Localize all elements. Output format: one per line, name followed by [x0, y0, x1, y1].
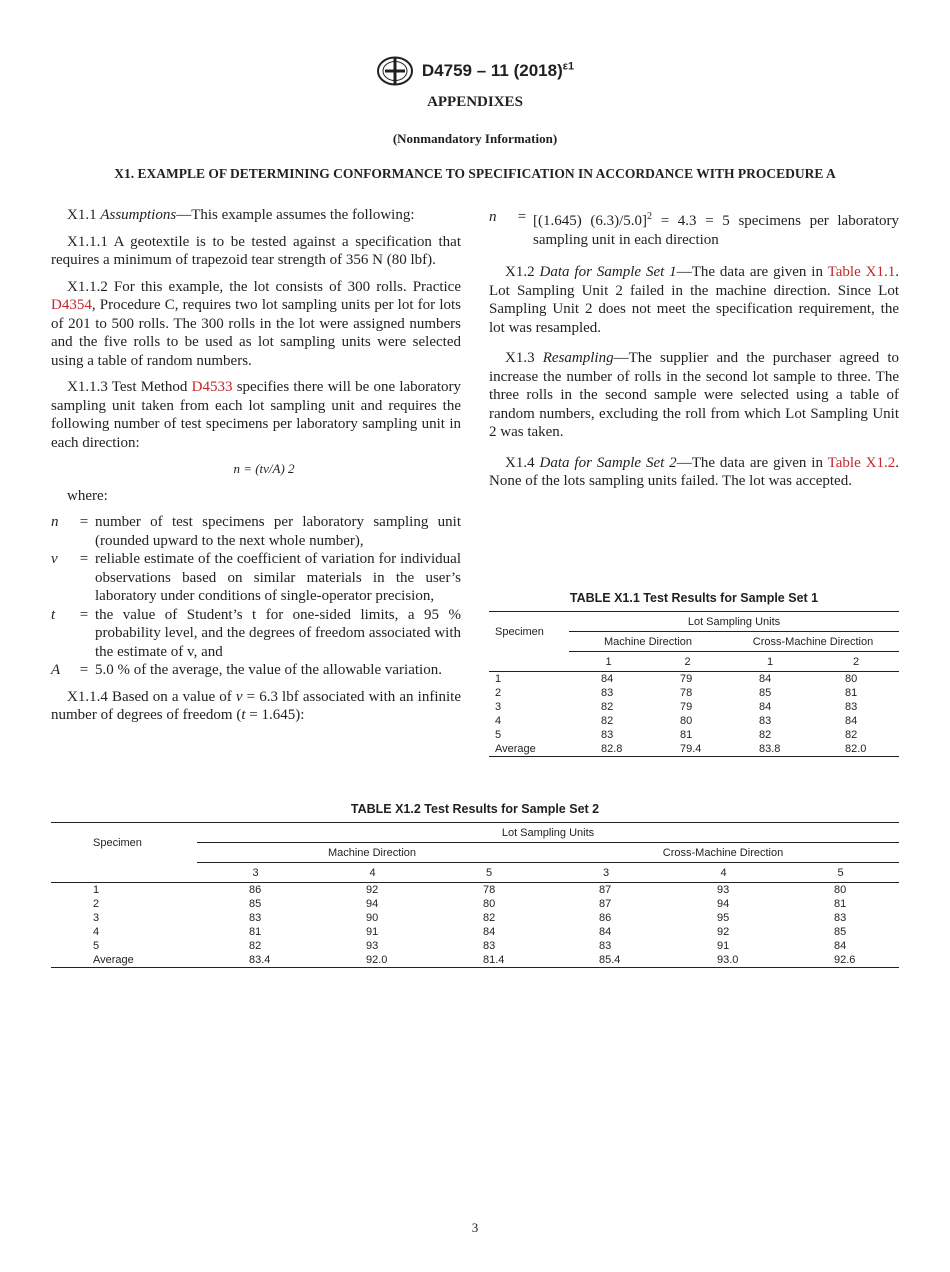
- definition-text: the value of Student’s t for one-sided limits, a 95 % probability level, and the degrees of freedom associated with the estimate of v, and: [95, 606, 461, 660]
- table-cell: 94: [366, 898, 379, 910]
- row-label: 1: [93, 884, 100, 896]
- standard-designation: D4759 – 11 $(2018)^{\varepsilon 1}$: [421, 60, 575, 81]
- x1-heading: X1. EXAMPLE OF DETERMINING CONFORMANCE TO SPECIFICATION IN ACCORDANCE WITH PROCEDURE A: [114, 166, 836, 181]
- table-cell: 83: [845, 701, 858, 713]
- table2-unit-header: 3: [197, 863, 314, 883]
- table-cell: 83: [601, 687, 614, 699]
- table-row: [51, 953, 899, 968]
- para-x1-3: X1.3 Resampling—The supplier and the purchaser agreed to increase the number of rolls in the second lot sample to three. The three rolls in the second sample were selected using a table of random numbers, excluding the roll from which Lot Sampling Unit 2 was taken.: [489, 350, 900, 440]
- where-label: where:: [67, 487, 108, 504]
- table1-specimen-header: Specimen: [495, 625, 544, 638]
- table1-cross-machine-direction-header: Cross-Machine Direction: [727, 632, 899, 652]
- table-cell: 83.4: [249, 954, 271, 966]
- definition-equals: =: [79, 606, 89, 623]
- table-cell: 84: [599, 926, 612, 938]
- table-cell: 78: [483, 884, 496, 896]
- table-cell: 92.0: [366, 954, 388, 966]
- table-cell: 83: [249, 912, 262, 924]
- table-cell: 81: [680, 729, 693, 741]
- table2-unit-header: 5: [782, 863, 899, 883]
- table-cell: 82.0: [845, 743, 867, 755]
- row-label: 3: [495, 701, 502, 713]
- equation-n: n = (tv/A) 2: [233, 461, 295, 476]
- definition-symbol: t: [51, 606, 56, 623]
- definition-equals: =: [79, 514, 89, 530]
- link-d4354[interactable]: D4354: [51, 297, 92, 313]
- table-cell: 80: [834, 884, 847, 896]
- table2-cross-machine-direction-header: Cross-Machine Direction: [547, 843, 899, 863]
- nonmandatory-label: (Nonmandatory Information): [392, 131, 558, 146]
- link-table-x1-1[interactable]: Table X1.1: [827, 264, 896, 280]
- row-label: Average: [93, 954, 134, 966]
- table-cell: 82.8: [601, 743, 623, 755]
- table-cell: 81: [845, 687, 858, 699]
- table-cell: 84: [601, 673, 614, 685]
- definition-list: [51, 513, 461, 680]
- table-cell: 79.4: [680, 743, 702, 755]
- table-cell: 85.4: [599, 954, 621, 966]
- table-x1-2-title: TABLE X1.2 Test Results for Sample Set 2: [350, 802, 600, 816]
- table-row: [489, 714, 899, 728]
- table-cell: 83.8: [759, 743, 781, 755]
- para-x1-1-4: X1.1.4 Based on a value of v = 6.3 lbf associated with an infinite number of degrees of freedom (t = 1.645):: [51, 688, 461, 723]
- table-cell: 83: [601, 729, 614, 741]
- table-cell: 82: [249, 940, 262, 952]
- table-cell: 87: [599, 898, 612, 910]
- table-row: [51, 925, 899, 939]
- table-cell: 80: [845, 673, 858, 685]
- definition-item: [51, 550, 461, 606]
- table2-specimen-header: Specimen: [93, 836, 142, 849]
- table2-body: [51, 883, 899, 968]
- table-cell: 82: [845, 729, 858, 741]
- table-cell: 93: [717, 884, 730, 896]
- table-cell: 83: [759, 715, 772, 727]
- definition-text: reliable estimate of the coefficient of variation for individual observations based on similar materials in the user’s laboratory under conditions of single-operator precision,: [95, 551, 461, 604]
- row-label: 2: [93, 898, 100, 910]
- table-cell: 79: [680, 673, 693, 685]
- table-cell: 84: [759, 673, 772, 685]
- row-label: 4: [93, 926, 100, 938]
- table2-unit-header: 5: [431, 863, 547, 883]
- table-cell: 95: [717, 912, 730, 924]
- table2-machine-direction-header: Machine Direction: [197, 843, 547, 863]
- table-cell: 92: [717, 926, 730, 938]
- table-cell: 91: [366, 926, 379, 938]
- table-cell: 78: [680, 687, 693, 699]
- table-cell: 81: [834, 898, 847, 910]
- n-calculation: n = [(1.645) (6.3)/5.0]$^2$ = 4.3 = 5 specimens per laboratory sampling unit in each direction: [489, 209, 900, 248]
- table-cell: 94: [717, 898, 730, 910]
- table-x1-1: [489, 611, 899, 757]
- table-row: [51, 897, 899, 911]
- table-cell: 87: [599, 884, 612, 896]
- table-x1-1-title: TABLE X1.1 Test Results for Sample Set 1: [569, 591, 819, 605]
- table1-unit-header: 1: [727, 652, 813, 672]
- designation-superscript: ε1: [562, 60, 575, 73]
- table-row: [489, 686, 899, 700]
- page-header: [0, 56, 950, 86]
- row-label: 1: [495, 673, 502, 685]
- page-number: 3: [471, 1220, 479, 1235]
- para-x1-1: X1.1 Assumptions—This example assumes the following:: [67, 207, 415, 223]
- table-cell: 82: [483, 912, 496, 924]
- right-column: [489, 208, 899, 499]
- appendixes-title: APPENDIXES: [427, 94, 523, 110]
- definition-text: 5.0 % of the average, the value of the allowable variation.: [95, 662, 442, 678]
- table1-unit-header: 1: [569, 652, 648, 672]
- table-cell: 81.4: [483, 954, 505, 966]
- table2-unit-header: 4: [665, 863, 782, 883]
- table-cell: 82: [601, 701, 614, 713]
- table-cell: 93.0: [717, 954, 739, 966]
- table-cell: 92: [366, 884, 379, 896]
- table1-unit-header: 2: [648, 652, 727, 672]
- para-x1-1-1: X1.1.1 A geotextile is to be tested against a specification that requires a minimum of trapezoid tear strength of 356 N (80 lbf).: [51, 233, 461, 268]
- definition-item: [51, 513, 461, 550]
- definition-symbol: n: [51, 514, 59, 530]
- table2-unit-header: 4: [314, 863, 431, 883]
- para-x1-2: X1.2 Data for Sample Set 1—The data are given in Table X1.1. Lot Sampling Unit 2 failed in the machine direction. Since Lot Sampling Unit 2 does not meet the specification requirement, the lot was resampled.: [489, 264, 899, 336]
- para-x1-4: X1.4 Data for Sample Set 2—The data are given in Table X1.2. None of the lots sampling units failed. The lot was accepted.: [489, 454, 899, 489]
- row-label: 5: [93, 940, 100, 952]
- table-cell: 84: [759, 701, 772, 713]
- row-label: 5: [495, 729, 502, 741]
- table-cell: 85: [249, 898, 262, 910]
- table1-unit-header: 2: [813, 652, 899, 672]
- link-table-x1-2[interactable]: Table X1.2: [827, 454, 896, 471]
- row-label: 4: [495, 715, 502, 727]
- definition-symbol: v: [51, 551, 58, 567]
- definition-item: [51, 606, 461, 662]
- table-cell: 80: [483, 898, 496, 910]
- table-cell: 85: [759, 687, 772, 699]
- table-cell: 90: [366, 912, 379, 924]
- para-x1-1-2: X1.1.2 For this example, the lot consists of 300 rolls. Practice D4354, Procedure C, requires two lot sampling units per lot for lots of 201 to 500 rolls. The 300 rolls in the lot were assigned numbers and the five rolls to be used as lot sampling units were selected using a table of random numbers.: [51, 278, 461, 369]
- table-cell: 92.6: [834, 954, 856, 966]
- table-cell: 82: [601, 715, 614, 727]
- table-cell: 86: [599, 912, 612, 924]
- table1-body: [489, 672, 899, 757]
- table-row: [51, 911, 899, 925]
- row-label: 2: [495, 687, 502, 699]
- table2-unit-header: 3: [547, 863, 665, 883]
- definition-equals: =: [79, 551, 89, 567]
- table-row: [51, 939, 899, 953]
- link-d4533[interactable]: D4533: [191, 379, 233, 395]
- table-row: [489, 728, 899, 742]
- table-cell: 84: [483, 926, 496, 938]
- table-cell: 93: [366, 940, 379, 952]
- table-row: [51, 883, 899, 898]
- table1-group-header: Lot Sampling Units: [569, 612, 899, 632]
- astm-logo-icon: [376, 56, 414, 86]
- table-cell: 85: [834, 926, 847, 938]
- table2-group-header: Lot Sampling Units: [197, 823, 899, 843]
- table-cell: 86: [249, 884, 262, 896]
- definition-item: [51, 661, 461, 680]
- table-row: [489, 672, 899, 687]
- table-cell: 84: [845, 715, 858, 727]
- table-cell: 83: [834, 912, 847, 924]
- table-cell: 84: [834, 940, 847, 952]
- table-row: [489, 700, 899, 714]
- definition-text: number of test specimens per laboratory sampling unit (rounded upward to the next whole number),: [95, 514, 461, 549]
- definition-symbol: A: [51, 662, 61, 678]
- table-cell: 80: [680, 715, 693, 727]
- definition-equals: =: [79, 662, 89, 678]
- table-cell: 79: [680, 701, 693, 713]
- table-row: [489, 742, 899, 757]
- left-column: [51, 206, 461, 733]
- table-cell: 91: [717, 940, 730, 952]
- table-x1-2: [51, 822, 899, 968]
- table-cell: 82: [759, 729, 772, 741]
- table-cell: 83: [483, 940, 496, 952]
- row-label: 3: [93, 912, 100, 924]
- para-x1-1-3: X1.1.3 Test Method D4533 specifies there will be one laboratory sampling unit taken from each lot sampling unit and requires the following number of test specimens per laboratory sampling unit in each direction:: [51, 379, 461, 451]
- table1-machine-direction-header: Machine Direction: [569, 632, 727, 652]
- table-cell: 81: [249, 926, 262, 938]
- table-cell: 83: [599, 940, 612, 952]
- row-label: Average: [495, 743, 536, 755]
